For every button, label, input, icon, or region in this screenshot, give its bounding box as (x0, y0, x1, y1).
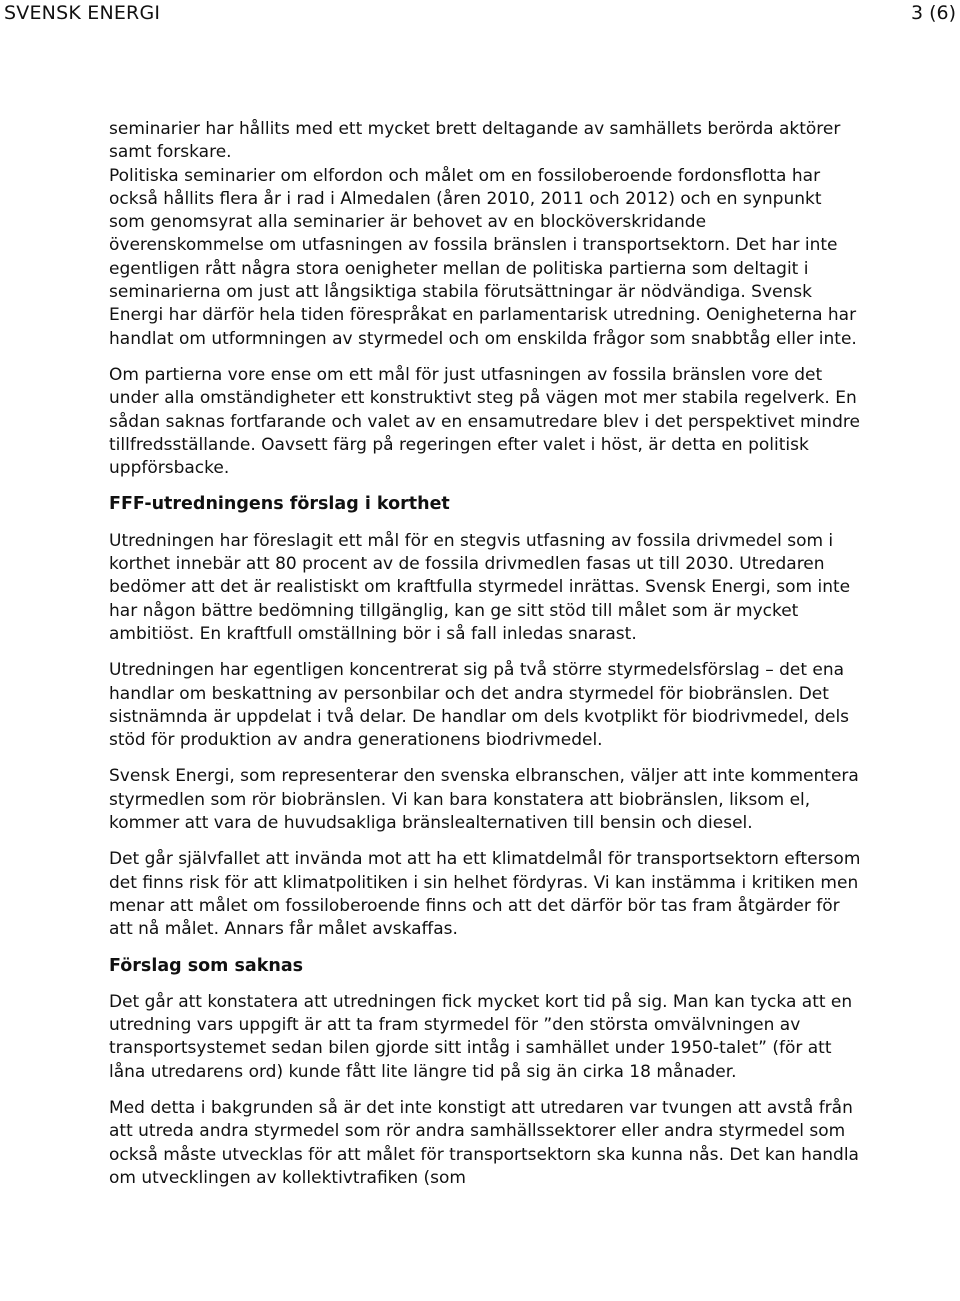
paragraph-1: seminarier har hållits med ett mycket brett deltagande av samhällets berörda aktörer samt forskare. (109, 119, 841, 163)
paragraph-5: Utredningen har egentligen koncentrerat sig på två större styrmedelsförslag – det ena handlar om beskattning av personbilar och det andra styrmedel för biobränslen. Det sistnämnda är uppdelat i två delar. De handlar om dels kvotplikt för biodrivmedel, dels stöd för produktion av andra generationens biodrivmedel. (109, 660, 850, 751)
section-heading-forslag: Förslag som saknas (109, 955, 304, 976)
document-body (109, 118, 861, 1190)
paragraph-3: Om partierna vore ense om ett mål för just utfasningen av fossila bränslen vore det under alla omständigheter ett konstruktivt steg på vägen mot mer stabila regelverk. En sådan saknas fortfarande och valet av en ensamutredare blev i det perspektivet mindre tillfredsställande. Oavsett färg på regeringen efter valet i höst, är detta en politisk uppförsbacke. (109, 364, 860, 479)
paragraph-4: Utredningen har föreslagit ett mål för en stegvis utfasning av fossila drivmedel som i korthet innebär att 80 procent av de fossila drivmedlen fasas ut till 2030. Utredaren bedömer att det är realistiskt om kraftfulla styrmedel inrättas. Svensk Energi, som inte har någon bättre bedömning tillgänglig, kan ge sitt stöd till målet som är mycket ambitiöst. En kraftfull omställning bör i så fall inledas snarast. (109, 530, 851, 644)
paragraph-7: Det går självfallet att invända mot att ha ett klimatdelmål för transportsektorn eftersom det finns risk för att klimatpolitiken i sin helhet fördyras. Vi kan instämma i kritiken men menar att målet om fossiloberoende finns och att det därför bör tas fram åtgärder för att nå målet. Annars får målet avskaffas. (109, 849, 861, 940)
paragraph-8: Det går att konstatera att utredningen fick mycket kort tid på sig. Man kan tycka att en utredning vars uppgift är att ta fram styrmedel för ”den största omvälvningen av transportsystemet sedan bilen gjorde sitt intåg i samhället under 1950-talet” (för att låna utredarens ord) kunde fått lite längre tid på sig än cirka 18 månader. (109, 991, 853, 1082)
paragraph-6: Svensk Energi, som representerar den svenska elbranschen, väljer att inte kommentera styrmedlen som rör biobränslen. Vi kan bara konstatera att biobränslen, liksom el, kommer att vara de huvudsakliga bränslealternativen till bensin och diesel. (109, 766, 859, 834)
page-number: 3 (6) (910, 2, 956, 24)
paragraph-9: Med detta i bakgrunden så är det inte konstigt att utredaren var tvungen att avstå från att utreda andra styrmedel som rör andra samhällssektorer eller andra styrmedel som också måste utvecklas för att målet för transportsektorn ska kunna nås. Det kan handla om utvecklingen av kollektivtrafiken (som (109, 1097, 859, 1188)
document-title: SVENSK ENERGI (4, 2, 161, 24)
paragraph-2: Politiska seminarier om elfordon och målet om en fossiloberoende fordonsflotta har också hållits flera år i rad i Almedalen (åren 2010, 2011 och 2012) och en synpunkt som genomsyrat alla seminarier är behovet av en blocköverskridande överenskommelse om utfasningen av fossila bränslen i transportsektorn. Det har inte egentligen rått några stora oenigheter mellan de politiska partierna som deltagit i seminarierna om just att långsiktiga stabila förutsättningar är nödvändiga. Svensk Energi har därför hela tiden förespråkat en parlamentarisk utredning. Oenigheterna har handlat om utformningen av styrmedel och om enskilda frågor som snabbtåg eller inte. (109, 165, 857, 349)
page-header (0, 0, 960, 28)
section-heading-fff: FFF-utredningens förslag i korthet (109, 494, 450, 515)
